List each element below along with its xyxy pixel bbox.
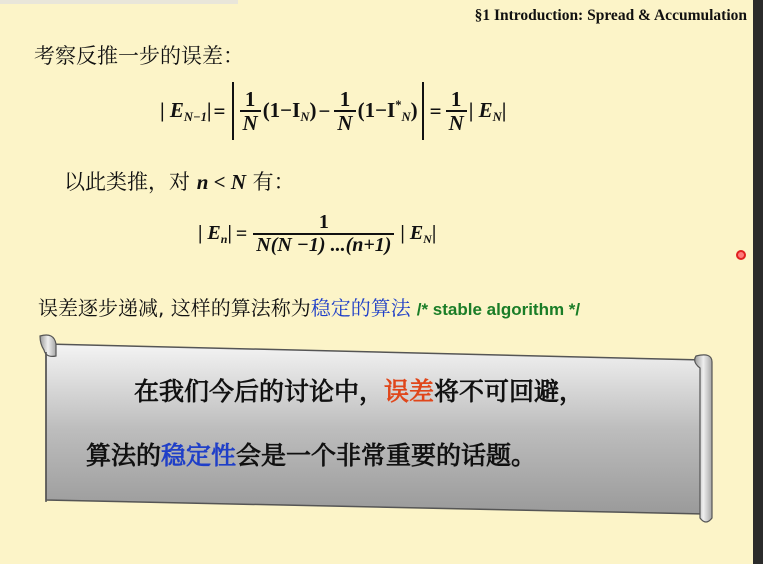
scroll-shape — [36, 332, 718, 532]
eq1-abs-right — [422, 82, 424, 140]
eq2-equals: = — [235, 222, 248, 245]
eq1-rhs: | $E_N|$ — [468, 97, 507, 124]
section-header: §1 Introduction: Spread & Accumulation — [474, 7, 747, 24]
analogy-line — [64, 166, 295, 196]
eq1-lhs: | $E_{N-1}|$ — [160, 97, 212, 124]
scroll-line-2: 算法的稳定性会是一个非常重要的话题。 — [86, 441, 537, 470]
conclusion-line — [38, 292, 580, 321]
eq1-frac-3: $\frac{1}{N}$ — [446, 88, 467, 134]
top-strip — [0, 0, 238, 4]
eq1-term-2: $(1-I^*_N)$ — [357, 97, 418, 124]
eq1-equals-1: = — [213, 98, 226, 123]
analogy-prefix: 以此类推，对 — [64, 170, 197, 194]
error-term: 误差 — [384, 377, 435, 406]
conclusion-prefix: 误差逐步递减, 这样的算法称为 — [38, 296, 311, 320]
eq1-term-1: $(1-I_N)$ — [262, 97, 317, 124]
intro-line — [34, 40, 244, 70]
eq2-fraction — [253, 212, 394, 256]
stability-term: 稳定性 — [161, 441, 237, 470]
intro-text: 考察反推一步的误差： — [34, 44, 244, 68]
eq2-numerator: 1 — [318, 211, 329, 233]
laser-pointer-dot — [736, 250, 746, 260]
scroll-line-1: 在我们今后的讨论中，误差将不可回避， — [134, 377, 585, 406]
eq2-denominator: N(N −1) ...(n+1) — [253, 233, 394, 256]
equation-1 — [160, 80, 506, 142]
equation-2 — [198, 204, 436, 264]
eq1-equals-2: = — [429, 98, 442, 123]
eq1-minus: − — [318, 98, 331, 123]
stable-algorithm-term: 稳定的算法 — [310, 296, 411, 320]
eq1-abs-left — [232, 82, 234, 140]
eq2-rhs: | $E_N|$ — [400, 221, 437, 246]
analogy-suffix: 有： — [246, 170, 295, 194]
analogy-math: n < N — [196, 170, 246, 194]
stable-algorithm-english: /* stable algorithm */ — [416, 300, 581, 319]
eq1-frac-1: $\frac{1}{N}$ — [240, 88, 261, 134]
scroll-banner — [36, 332, 718, 532]
eq2-lhs: | $E_n|$ — [198, 221, 232, 246]
eq1-frac-2: $\frac{1}{N}$ — [334, 88, 355, 134]
